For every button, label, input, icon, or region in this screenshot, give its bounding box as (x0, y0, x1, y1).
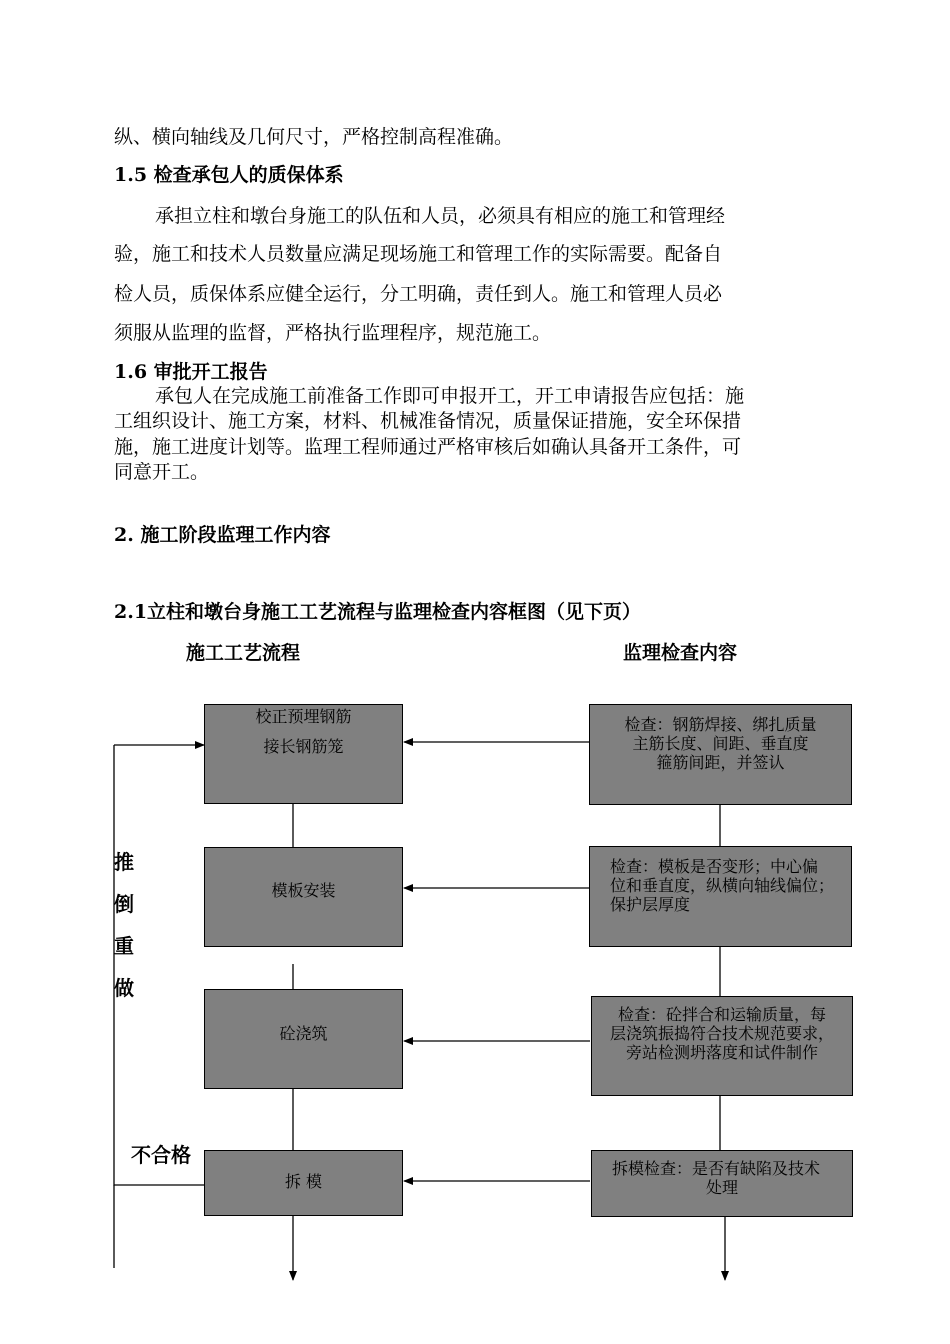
process-step-formwork (204, 847, 403, 947)
process-step-demold (204, 1150, 403, 1216)
heading-2: 2. 施工阶段监理工作内容 (114, 524, 331, 546)
process-step-label: 接长钢筋笼 (263, 737, 344, 756)
check-label: 位和垂直度，纵横向轴线偏位； (610, 876, 835, 895)
process-step-label: 砼浇筑 (279, 1024, 328, 1043)
check-label: 检查：砼拌合和运输质量，每 (617, 1005, 826, 1024)
para-1-5-line: 须服从监理的监督，严格执行监理程序，规范施工。 (114, 322, 552, 344)
check-label: 检查：模板是否变形；中心偏 (610, 857, 819, 876)
para-1-6-line: 施，施工进度计划等。监理工程师通过严格审核后如确认具备开工条件，可 (114, 436, 742, 458)
para-1-5-line: 检人员，质保体系应健全运行，分工明确，责任到人。施工和管理人员必 (114, 283, 723, 305)
heading-1-6: 1.6 审批开工报告 (114, 361, 268, 383)
flowchart-right-title: 监理检查内容 (623, 642, 738, 664)
process-step-label: 模板安装 (271, 881, 336, 900)
loop-line (114, 745, 204, 1185)
process-step-concrete (204, 989, 403, 1089)
loop-label-char: 做 (114, 976, 134, 1000)
heading-2-1: 2.1立柱和墩台身施工工艺流程与监理检查内容框图（见下页） (114, 601, 642, 623)
check-label: 处理 (705, 1178, 738, 1197)
process-step-rebar (204, 704, 403, 804)
paragraph-continuation: 纵、横向轴线及几何尺寸，严格控制高程准确。 (114, 126, 514, 148)
loop-label-char: 重 (114, 934, 134, 958)
check-label: 旁站检测坍落度和试件制作 (625, 1043, 818, 1062)
loop-label-char: 倒 (114, 892, 134, 916)
check-demold (591, 1150, 853, 1217)
fail-label: 不合格 (131, 1143, 191, 1167)
para-1-6-line: 工组织设计、施工方案，材料、机械准备情况，质量保证措施，安全环保措 (114, 410, 742, 432)
process-step-label: 校正预埋钢筋 (255, 707, 352, 726)
check-rebar (589, 704, 852, 805)
check-label: 箍筋间距，并签认 (656, 753, 785, 772)
heading-1-5: 1.5 检查承包人的质保体系 (114, 164, 344, 186)
check-label: 保护层厚度 (610, 895, 691, 914)
loop-label-char: 推 (114, 850, 134, 874)
check-label: 层浇筑振捣符合技术规范要求， (609, 1024, 834, 1043)
para-1-6-line: 承包人在完成施工前准备工作即可申报开工，开工申请报告应包括：施 (155, 385, 745, 407)
check-label: 主筋长度、间距、垂直度 (632, 734, 809, 753)
para-1-6-line: 同意开工。 (114, 461, 210, 483)
para-1-5-line: 验，施工和技术人员数量应满足现场施工和管理工作的实际需要。配备自 (114, 243, 723, 265)
process-step-label: 拆 模 (284, 1172, 323, 1191)
flowchart-left-title: 施工工艺流程 (186, 642, 301, 664)
check-formwork (589, 846, 852, 947)
check-concrete (591, 996, 853, 1096)
check-label: 拆模检查：是否有缺陷及技术 (612, 1159, 821, 1178)
check-label: 检查：钢筋焊接、绑扎质量 (624, 715, 817, 734)
para-1-5-line: 承担立柱和墩台身施工的队伍和人员，必须具有相应的施工和管理经 (155, 205, 726, 227)
